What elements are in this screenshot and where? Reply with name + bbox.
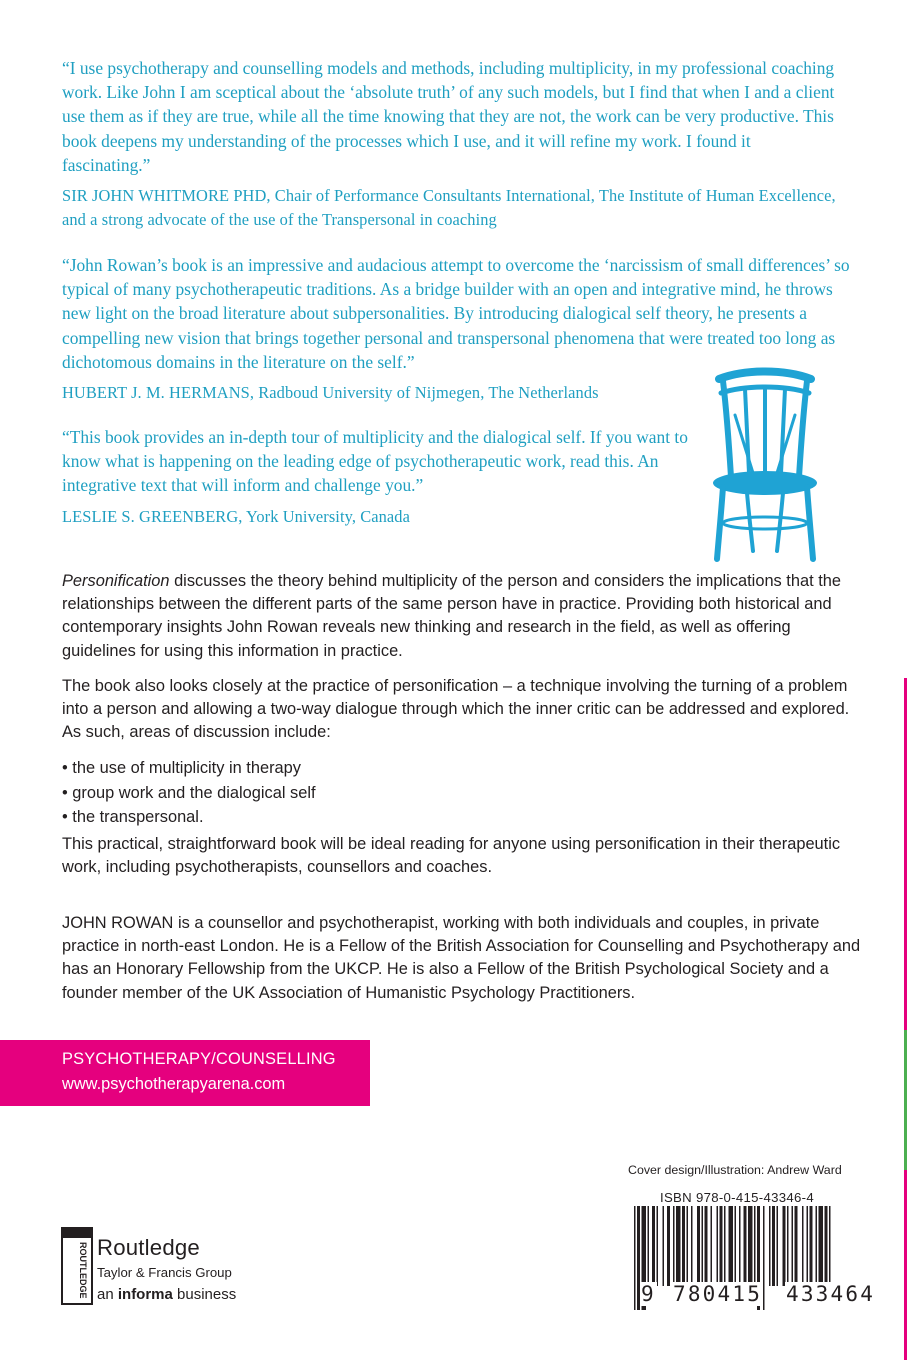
barcode-bar [667, 1206, 670, 1286]
routledge-logo-text: ROUTLEDGE [78, 1242, 88, 1299]
barcode-bar [787, 1206, 789, 1286]
tagline-suffix: business [172, 1286, 237, 1303]
barcode-bar [687, 1206, 689, 1286]
barcode-digits-right: 433464 [786, 1282, 876, 1306]
barcode-bar [783, 1206, 786, 1286]
barcode-bar [711, 1206, 713, 1286]
chair-illustration [705, 365, 825, 565]
barcode-bar [819, 1206, 824, 1286]
barcode-bar [697, 1206, 700, 1286]
barcode-bar [816, 1206, 818, 1286]
barcode-bar [792, 1206, 794, 1286]
barcode-bar [648, 1206, 650, 1286]
description-text: The book also looks closely at the practice of personification – a technique involving the turning of a problem into a person and allowing a two-way dialogue through which the inner critic can be addressed and explored. As such, areas of discussion include: [62, 677, 850, 742]
barcode-bar [810, 1206, 813, 1286]
barcode-bar [652, 1206, 655, 1286]
barcode-bar [720, 1206, 723, 1286]
barcode-bar [729, 1206, 734, 1286]
quote-text: “John Rowan’s book is an impressive and audacious attempt to overcome the ‘narcissism of small differences’ so typical of many psychotherapeutic traditions. As a bridge builder with an open and integrative mind, he throws new light on the broad literature about subpersonalities. By introducing dialogical self theory, he presents a compelling new vision that brings together personal and transpersonal phenomena that were treated too long as dichotomous domains in the literature on the self.” [62, 255, 850, 372]
barcode-bar [739, 1206, 741, 1286]
barcode-bar [724, 1206, 726, 1286]
website-link[interactable]: www.psychotherapyarena.com [62, 1075, 286, 1093]
publisher-tagline [97, 1286, 236, 1303]
tagline-bold: informa [117, 1286, 173, 1303]
quote-attribution: HUBERT J. M. HERMANS, Radboud University of Nijmegen, The Netherlands [62, 383, 599, 403]
barcode-bar [754, 1206, 756, 1286]
barcode-bar [777, 1206, 779, 1286]
quote-attribution: SIR JOHN WHITMORE PHD, Chair of Performance Consultants International, The Institute of Human Excellence, and a strong advocate of the use of the Transpersonal in coaching [62, 186, 836, 230]
barcode-bar [663, 1206, 665, 1286]
barcode-bar [657, 1206, 659, 1286]
barcode-bar [802, 1206, 804, 1286]
category-label: PSYCHOTHERAPY/COUNSELLING [62, 1050, 336, 1068]
barcode-digit-prefix: 9 [641, 1282, 656, 1306]
closing-paragraph [62, 833, 862, 879]
category-banner [0, 1040, 370, 1106]
author-bio-text: JOHN ROWAN is a counsellor and psychotherapist, working with both individuals and couples, in private practice in north-east London. He is a Fellow of the British Association for Counselling and Psychotherapy and has an Honorary Fellowship from the UKCP. He is also a Fellow of the British Psychological Society and a founder member of the UK Association of Humanistic Psychology Practitioners. [62, 914, 861, 1002]
barcode-bar [691, 1206, 693, 1286]
description-paragraph-2 [62, 675, 862, 745]
isbn-label: ISBN 978-0-415-43346-4 [660, 1190, 814, 1205]
barcode-digits-left: 780415 [673, 1282, 763, 1306]
description-text [62, 570, 862, 663]
barcode-bar [829, 1206, 831, 1286]
description-rest: discusses the theory behind multiplicity of the person and considers the implications that the relationships between the different parts of the same person have in practice. Providing both historical and contemporary insights John Rowan reveals new thinking and research in the field, as well as offering guidelines for using this information in practice. [62, 572, 841, 660]
description-paragraph-1 [62, 570, 862, 663]
tagline-prefix: an [97, 1286, 118, 1303]
barcode-bar [673, 1206, 675, 1286]
barcode-bar [772, 1206, 775, 1286]
routledge-logo-icon [60, 1226, 96, 1306]
barcode-bar [795, 1206, 798, 1286]
barcode-bar [717, 1206, 719, 1286]
publisher-group: Taylor & Francis Group [97, 1265, 232, 1280]
barcode-bar [634, 1206, 636, 1310]
book-title-italic: Personification [62, 572, 170, 590]
barcode-bar [825, 1206, 828, 1286]
barcode-bar [702, 1206, 704, 1286]
barcode-bar [763, 1206, 765, 1310]
barcode-bar [682, 1206, 685, 1286]
testimonial-whitmore [62, 56, 842, 232]
list-item: • group work and the dialogical self [62, 783, 316, 802]
publisher-name: Routledge [97, 1235, 200, 1260]
barcode-bar [748, 1206, 753, 1286]
quote-text: “I use psychotherapy and counselling models and methods, including multiplicity, in my professional coaching work. Like John I am sceptical about the ‘absolute truth’ of any such models, but I find that when I and a client use them as if they are true, while all the time knowing that they are not, the work can be very productive. This book deepens my understanding of the processes which I use, and it will refine my work. I found it fascinating.” [62, 58, 835, 175]
testimonial-greenberg [62, 425, 712, 529]
barcode-bar [769, 1206, 771, 1286]
discussion-bullet-list [62, 756, 862, 830]
cover-credit: Cover design/Illustration: Andrew Ward [628, 1163, 842, 1177]
list-item: • the use of multiplicity in therapy [62, 759, 301, 777]
quote-text: “This book provides an in-depth tour of multiplicity and the dialogical self. If you want to know what is happening on the leading edge of psychotherapeutic work, read this. An integrative text that will inform and challenge you.” [62, 427, 688, 496]
closing-text: This practical, straightforward book will be ideal reading for anyone using personification in their therapeutic work, including psychotherapists, counsellors and coaches. [62, 835, 841, 877]
author-bio [62, 912, 862, 1005]
barcode-bar [744, 1206, 747, 1286]
barcode-bar [705, 1206, 708, 1286]
barcode-bar [676, 1206, 681, 1286]
barcode-bar [807, 1206, 809, 1286]
barcode-bar [735, 1206, 737, 1286]
quote-attribution: LESLIE S. GREENBERG, York University, Canada [62, 506, 410, 526]
list-item: • the transpersonal. [62, 808, 204, 826]
